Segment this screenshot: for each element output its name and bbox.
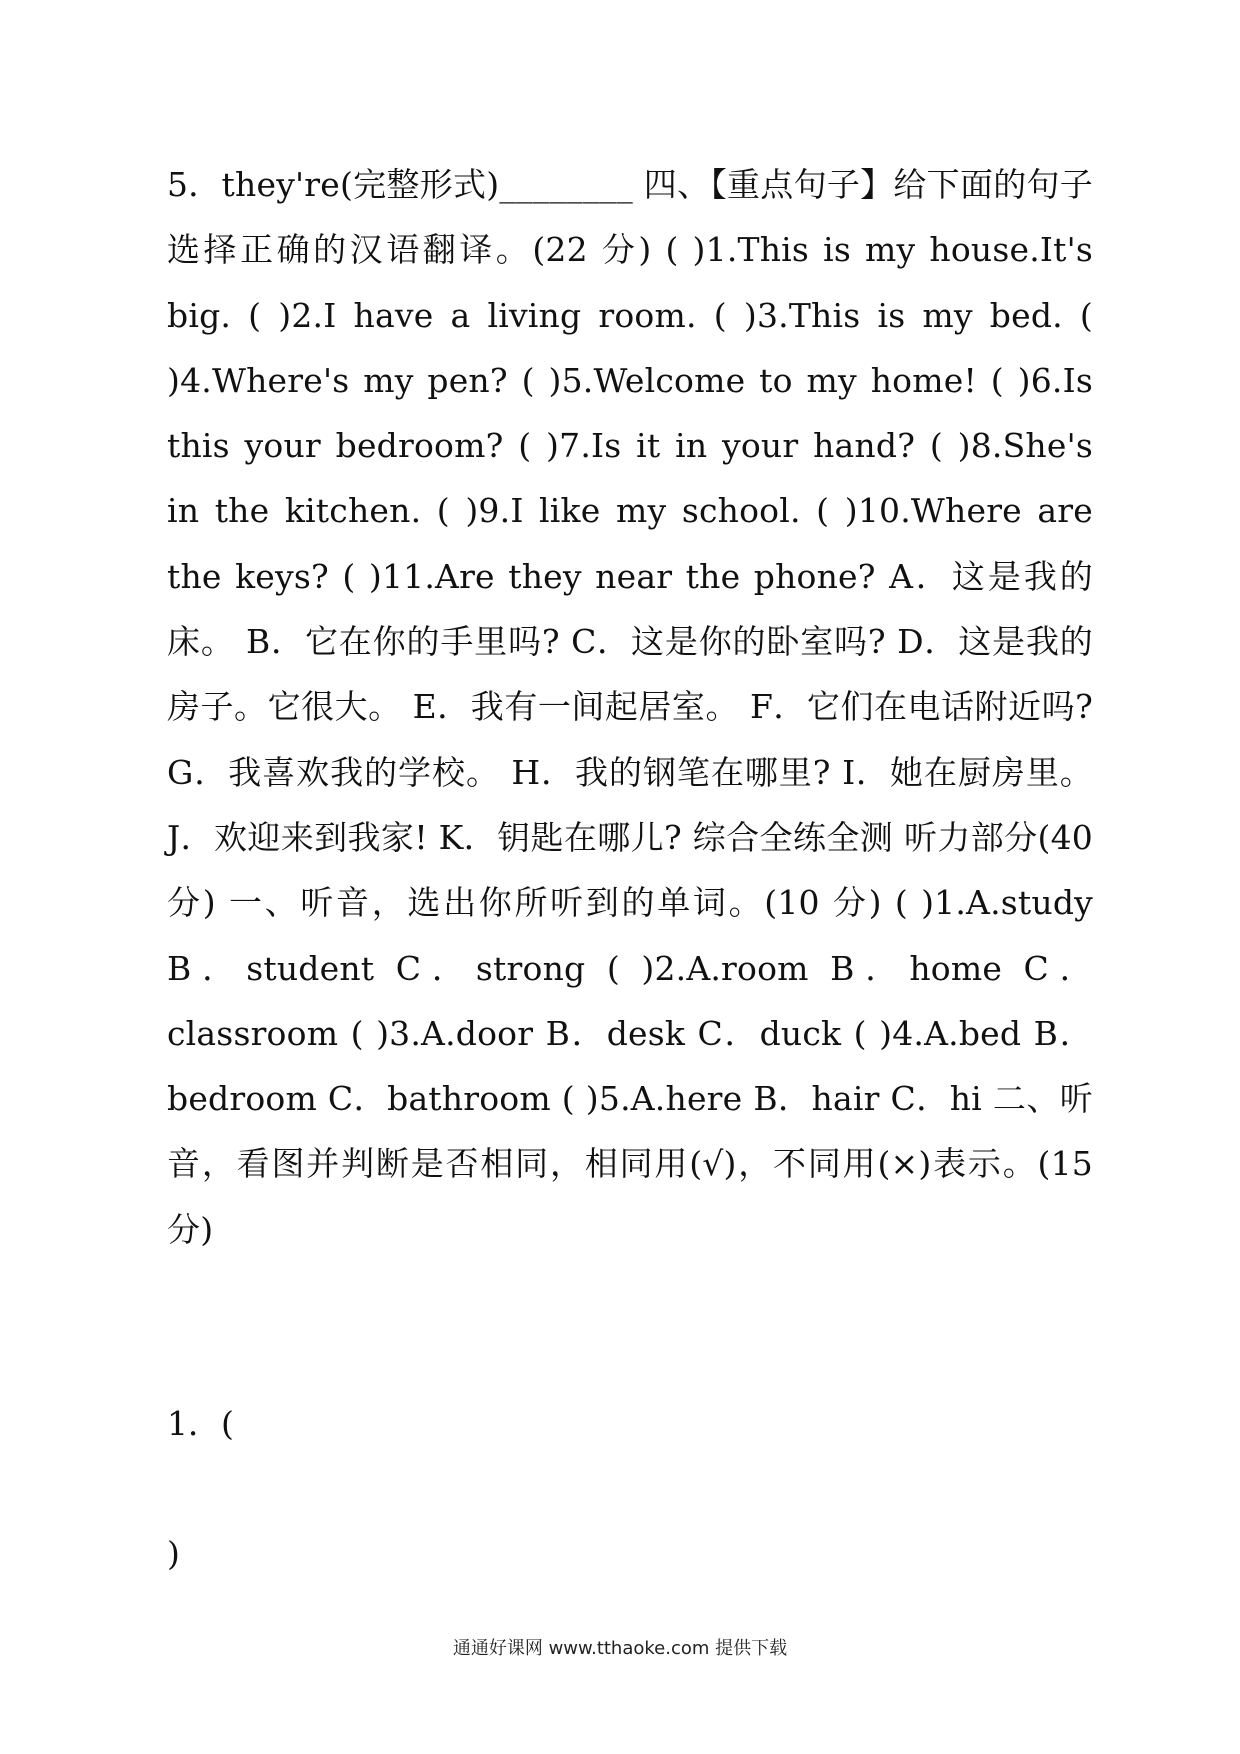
closing-parenthesis: ) — [167, 1534, 180, 1573]
page-footer: 通通好课网 www.tthaoke.com 提供下载 — [452, 1638, 788, 1659]
question-1-prompt: 1．( — [167, 1404, 234, 1443]
exercise-paragraph: 5．they're(完整形式)________ 四、【重点句子】给下面的句子选择正确的汉语翻译。(22 分) ( )1.This is my house.It's big. ( )2.I have a living room. ( )3.This is my bed. ( )4.Where's my pen? ( )5.Welcome to my home! ( )6.Is this your bedroom? ( )7.Is it in your hand? ( )8.She's in the kitchen. ( )9.I like my school. ( )10.Where are the keys? ( )11.Are they near the phone? A．这是我的床。 B．它在你的手里吗? C．这是你的卧室吗? D．这是我的房子。它很大。 E．我有一间起居室。 F．它们在电话附近吗? G．我喜欢我的学校。 H．我的钢笔在哪里? I．她在厨房里。 J．欢迎来到我家! K．钥匙在哪儿? 综合全练全测 听力部分(40 分) 一、听音，选出你所听到的单词。(10 分) ( )1.A.study B．student C．strong ( )2.A.room B．home C．classroom ( )3.A.door B．desk C．duck ( )4.A.bed B．bedroom C．bathroom ( )5.A.here B．hair C．hi 二、听音，看图并判断是否相同，相同用(√)，不同用(×)表示。(15 分) — [167, 165, 1093, 1249]
exercise-text-block — [167, 152, 1093, 1262]
